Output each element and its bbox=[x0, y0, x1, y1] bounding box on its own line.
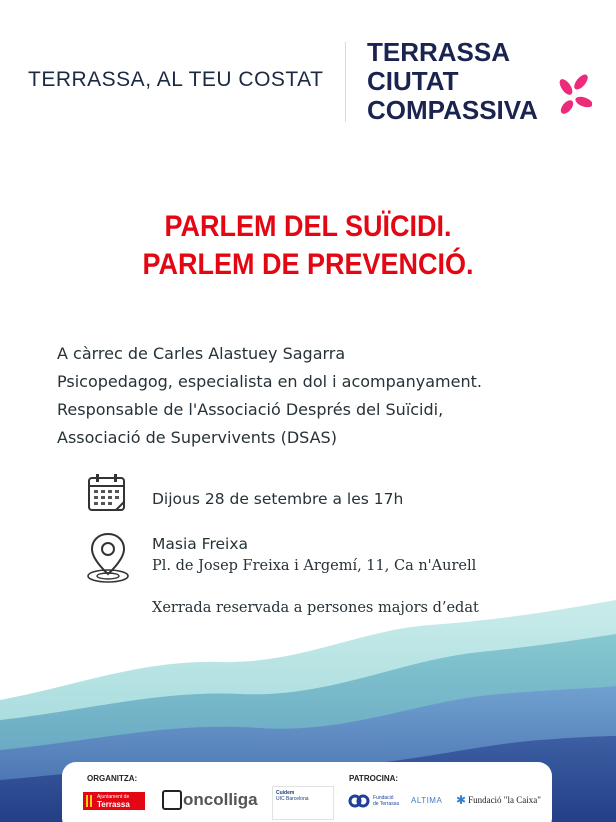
flower-icon bbox=[556, 72, 592, 120]
speaker-role: Psicopedagog, especialista en dol i acompanyament. bbox=[57, 372, 482, 391]
age-restriction-note: Xerrada reservada a persones majors d’edat bbox=[152, 600, 479, 616]
title-line-2: PARLEM DE PREVENCIÓ. bbox=[142, 248, 474, 281]
la-caixa-star-icon: ✱ bbox=[456, 793, 467, 807]
oncolliga-logo: oncolliga bbox=[162, 790, 258, 810]
tagline: TERRASSA, AL TEU COSTAT bbox=[28, 68, 324, 91]
oncolliga-symbol-icon bbox=[162, 790, 182, 810]
fundacio-mutua-terrassa-logo: Fundació de Terrassa bbox=[348, 794, 399, 808]
speaker-affiliation-1: Responsable de l'Associació Després del Suïcidi, bbox=[57, 400, 444, 419]
venue-name: Masia Freixa bbox=[152, 535, 249, 553]
speaker-name: A càrrec de Carles Alastuey Sagarra bbox=[57, 344, 346, 363]
map-pin-icon bbox=[84, 530, 132, 586]
speaker-affiliation-2: Associació de Supervivents (DSAS) bbox=[57, 428, 337, 447]
fundacio-la-caixa-logo: ✱ Fundació "la Caixa" bbox=[456, 793, 541, 807]
uic-barcelona-logo: Cuidem UIC Barcelona bbox=[272, 786, 334, 820]
organizer-label: ORGANITZA: bbox=[87, 774, 138, 783]
header-divider bbox=[345, 42, 346, 122]
brand-logo bbox=[367, 38, 538, 125]
mutua-symbol-icon bbox=[348, 794, 370, 808]
calendar-icon bbox=[86, 472, 128, 514]
sponsor-label: PATROCINA: bbox=[349, 774, 399, 783]
altima-logo: ALTIMA bbox=[411, 796, 443, 805]
event-date: Dijous 28 de setembre a les 17h bbox=[152, 490, 404, 508]
ajuntament-terrassa-logo: Ajuntament de Terrassa bbox=[83, 792, 145, 810]
brand-line-3: COMPASSIVA bbox=[367, 95, 538, 125]
venue-address: Pl. de Josep Freixa i Argemí, 11, Ca n'Aurell bbox=[152, 558, 477, 574]
brand-line-1: TERRASSA bbox=[367, 37, 511, 67]
ajuntament-shield-icon bbox=[86, 795, 94, 807]
title-line-1: PARLEM DEL SUÏCIDI. bbox=[164, 210, 452, 243]
brand-line-2: CIUTAT bbox=[367, 66, 459, 96]
speaker-block bbox=[57, 340, 482, 452]
